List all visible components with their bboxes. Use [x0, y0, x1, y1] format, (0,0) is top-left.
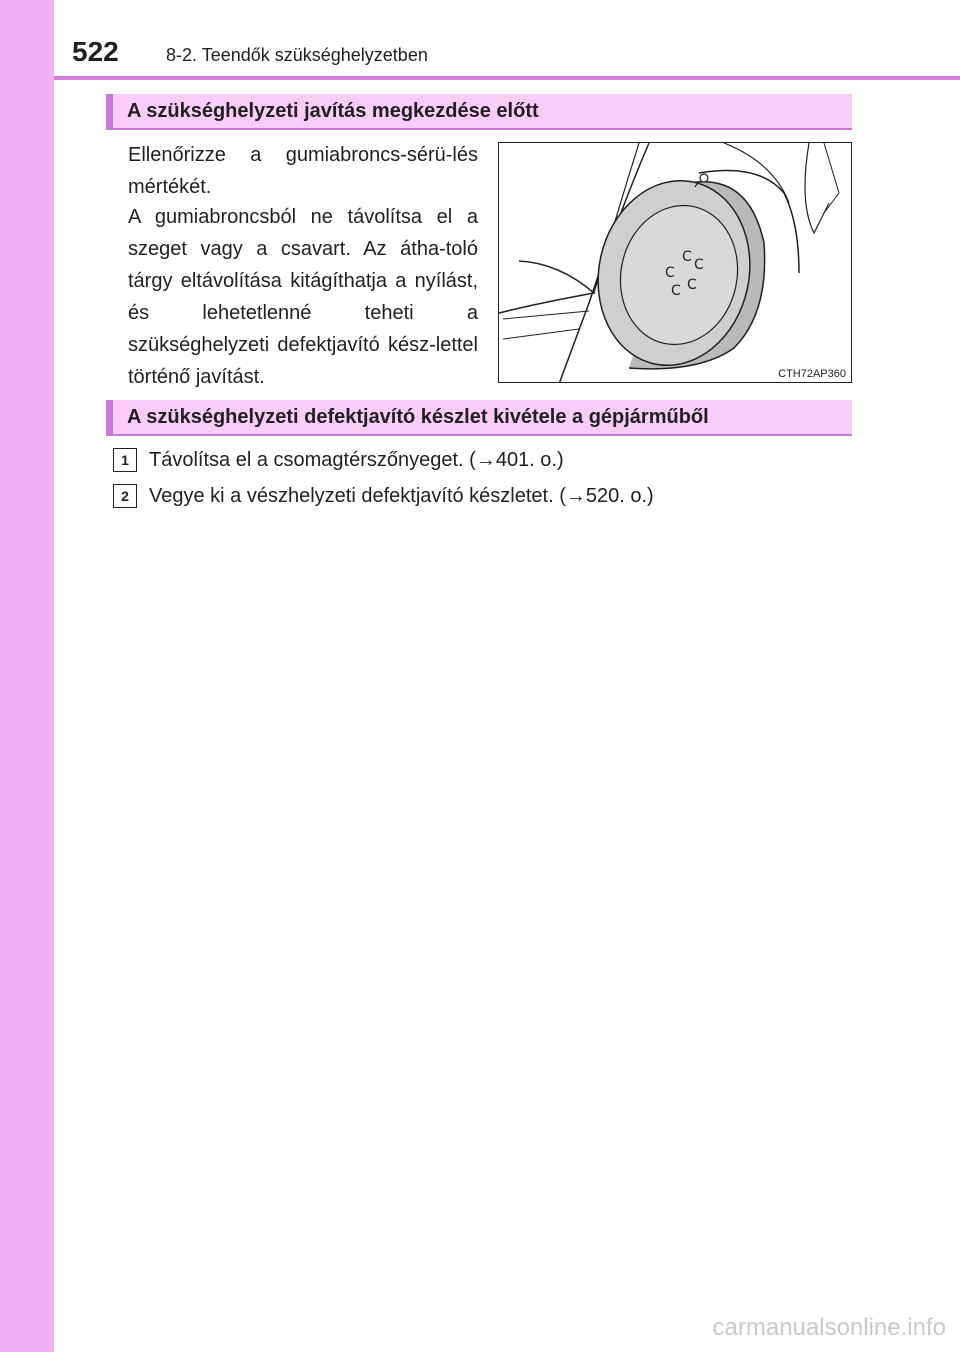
- paragraph-check-damage: Ellenőrizze a gumiabroncs-sérü-lés mértékét.: [128, 144, 478, 198]
- figure-code: CTH72AP360: [778, 368, 846, 380]
- chapter-side-strip: [0, 0, 54, 1352]
- tire-illustration: [498, 142, 852, 383]
- section-title: A szükséghelyzeti defektjavító készlet kivétele a gépjárműből: [127, 406, 709, 428]
- step-number-badge: 2: [113, 484, 137, 508]
- paragraph-nail-warning: A gumiabroncsból ne távolítsa el a szeget vagy a csavart. Az átha-toló tárgy eltávolítása kitágíthatja a nyílást, és lehetetlenné teheti a szükséghelyzeti defektjavító kész-lettel történő javítást.: [128, 206, 478, 388]
- step-text: Vegye ki a vészhelyzeti defektjavító készletet. (→520. o.): [149, 485, 654, 507]
- svg-text:C: C: [671, 283, 681, 299]
- running-head: 8-2. Teendők szükséghelyzetben: [166, 45, 428, 65]
- watermark: carmanualsonline.info: [712, 1314, 946, 1341]
- svg-text:C: C: [682, 249, 692, 265]
- tire-drawing: [499, 143, 852, 383]
- header-rule: [54, 76, 960, 80]
- svg-text:C: C: [665, 265, 675, 281]
- step-number-badge: 1: [113, 448, 137, 472]
- svg-text:C: C: [687, 277, 697, 293]
- section-title: A szükséghelyzeti javítás megkezdése előtt: [127, 100, 539, 122]
- page-number: 522: [72, 36, 119, 67]
- svg-text:C: C: [694, 257, 704, 273]
- step-text: Távolítsa el a csomagtérszőnyeget. (→401. o.): [149, 449, 564, 471]
- section-heading-remove-kit: [106, 400, 852, 436]
- section-heading-before-repair: [106, 94, 852, 130]
